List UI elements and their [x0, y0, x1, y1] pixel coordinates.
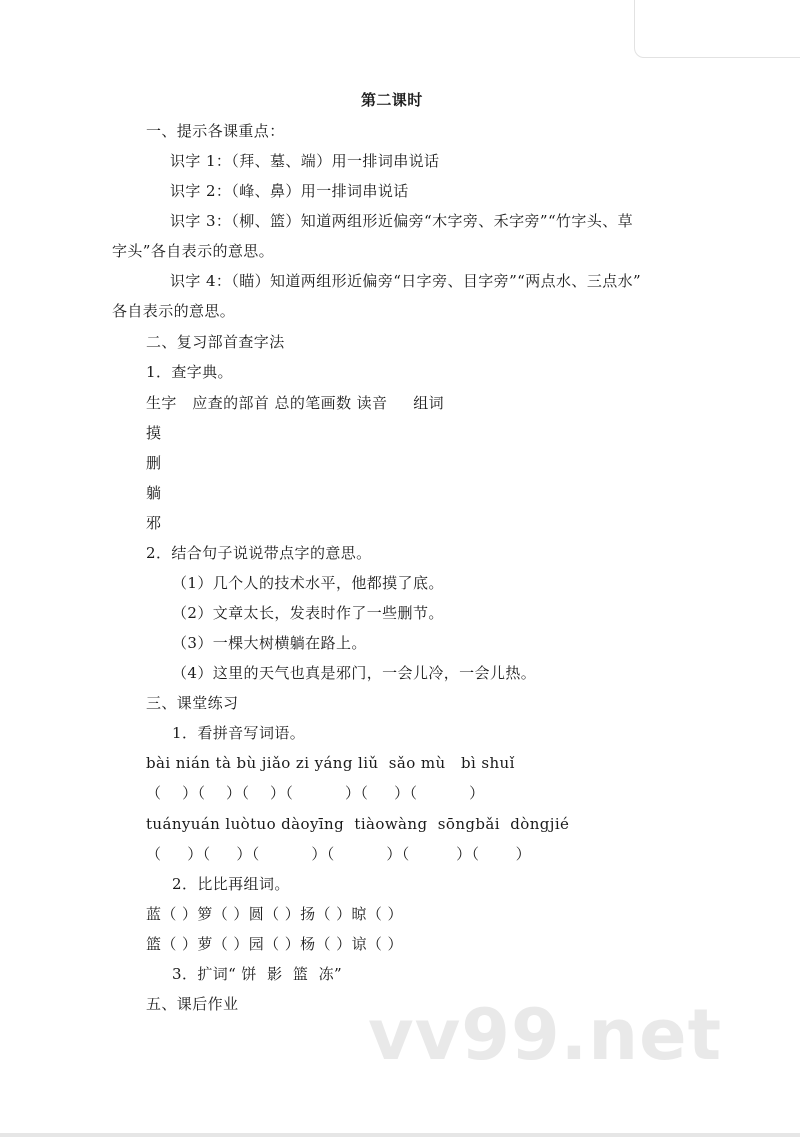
- page-title: 第二课时: [361, 91, 423, 109]
- section-2-heading: 二、复习部首查字法: [146, 333, 285, 351]
- dictionary-char: 邪: [146, 514, 162, 532]
- watermark: vv99.net: [368, 994, 723, 1076]
- compare-task: 2．比比再组词。: [172, 875, 290, 893]
- pinyin-row-2: tuányuán luòtuo dàoyīng tiàowàng sōngbǎi dòngjié: [146, 815, 570, 833]
- answer-blanks-row-2: （ ）（ ）（ ）（ ）（ ）（ ）: [146, 845, 532, 863]
- meaning-task: 2．结合句子说说带点字的意思。: [146, 544, 372, 562]
- section-5-heading: 五、课后作业: [146, 995, 239, 1013]
- dictionary-char: 删: [146, 454, 162, 472]
- answer-blanks-row-1: （ ）（ ）（ ）（ ）（ ）（ ）: [146, 784, 485, 802]
- section-3-heading: 三、课堂练习: [146, 694, 239, 712]
- section-1-heading: 一、提示各课重点：: [146, 122, 285, 140]
- dictionary-char: 躺: [146, 484, 162, 502]
- literacy-3-note-line1: 识字 3：（柳、篮）知道两组形近偏旁“木字旁、禾字旁”“竹字头、草: [170, 212, 634, 230]
- page-corner-tab: [634, 0, 800, 58]
- expand-words-task: 3．扩词“ 饼 影 篮 冻”: [172, 965, 343, 983]
- compare-row-1: 蓝（ ）箩（ ）圆（ ）扬（ ）晾（ ）: [146, 905, 403, 923]
- literacy-4-note-line2: 各自表示的意思。: [112, 302, 236, 320]
- literacy-3-note-line2: 字头”各自表示的意思。: [112, 242, 275, 260]
- dictionary-table-header: 生字 应查的部首 总的笔画数 读音 组词: [146, 394, 445, 412]
- pinyin-row-1: bài nián tà bù jiǎo zi yáng liǔ sǎo mù bì shuǐ: [146, 754, 515, 772]
- dictionary-char: 摸: [146, 424, 162, 442]
- literacy-4-note-line1: 识字 4：（瞄）知道两组形近偏旁“日字旁、目字旁”“两点水、三点水”: [170, 272, 642, 290]
- example-sentence: （1）几个人的技术水平，他都摸了底。: [172, 574, 444, 592]
- compare-row-2: 篮（ ）萝（ ）园（ ）杨（ ）谅（ ）: [146, 935, 403, 953]
- dictionary-task: 1．查字典。: [146, 363, 233, 381]
- page-bottom-edge: [0, 1133, 800, 1137]
- example-sentence: （3）一棵大树横躺在路上。: [172, 634, 367, 652]
- example-sentence: （4）这里的天气也真是邪门，一会儿冷，一会儿热。: [172, 664, 537, 682]
- example-sentence: （2）文章太长，发表时作了一些删节。: [172, 604, 444, 622]
- literacy-2-note: 识字 2：（峰、鼻）用一排词串说话: [170, 182, 409, 200]
- pinyin-task: 1．看拼音写词语。: [172, 724, 306, 742]
- literacy-1-note: 识字 1：（拜、墓、端）用一排词串说话: [170, 152, 440, 170]
